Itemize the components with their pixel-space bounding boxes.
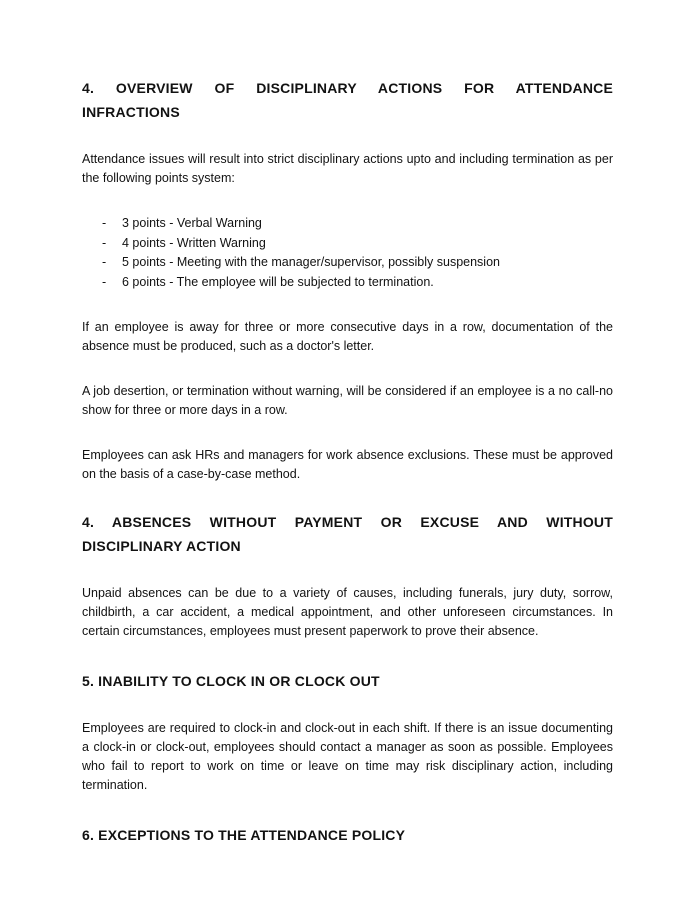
heading-line: 4. OVERVIEW OF DISCIPLINARY ACTIONS FOR ATTENDANCE [82,80,613,96]
heading-absences-without-payment [82,510,613,558]
paragraph-unpaid-absences: Unpaid absences can be due to a variety of causes, including funerals, jury duty, sorrow, childbirth, a car accident, a medical appointment, and other unforeseen circumstances. In certain circumstances, employees must present paperwork to prove their absence. [82,586,613,638]
dash-bullet: - [102,216,107,230]
points-system-list [82,214,613,292]
heading-overview-disciplinary-actions [82,76,613,124]
paragraph-clock-in-out: Employees are required to clock-in and clock-out in each shift. If there is an issue documenting a clock-in or clock-out, employees should contact a manager as soon as possible. Employees who fail to report to work on time or leave on time may risk disciplinary action, including termination. [82,721,613,792]
list-item [102,214,613,234]
heading-inability-to-clock [82,669,613,693]
heading-line: 4. ABSENCES WITHOUT PAYMENT OR EXCUSE AND WITHOUT [82,514,613,530]
heading-line: INFRACTIONS [82,104,180,120]
dash-bullet: - [102,255,107,269]
heading-exceptions-attendance-policy [82,823,613,847]
paragraph-absence-documentation: If an employee is away for three or more consecutive days in a row, documentation of the absence must be produced, such as a doctor's letter. [82,320,613,353]
paragraph-absence-exclusions: Employees can ask HRs and managers for work absence exclusions. These must be approved on the basis of a case-by-case method. [82,448,613,481]
heading-line: DISCIPLINARY ACTION [82,538,241,554]
list-item [102,253,613,273]
list-item-text: 6 points - The employee will be subjected to termination. [122,274,434,289]
list-item-text: 5 points - Meeting with the manager/supervisor, possibly suspension [122,255,500,269]
list-item [102,273,613,293]
dash-bullet: - [102,235,107,250]
list-item-text: 4 points - Written Warning [122,235,266,250]
heading-line: 5. INABILITY TO CLOCK IN OR CLOCK OUT [82,673,380,689]
paragraph-points-system-intro: Attendance issues will result into strict disciplinary actions upto and including termination as per the following points system: [82,152,613,185]
heading-line: 6. EXCEPTIONS TO THE ATTENDANCE POLICY [82,827,406,843]
paragraph-job-desertion: A job desertion, or termination without warning, will be considered if an employee is a no call-no show for three or more days in a row. [82,384,613,417]
list-item-text: 3 points - Verbal Warning [122,216,262,230]
dash-bullet: - [102,274,107,289]
list-item [102,234,613,254]
document-content [82,76,613,847]
